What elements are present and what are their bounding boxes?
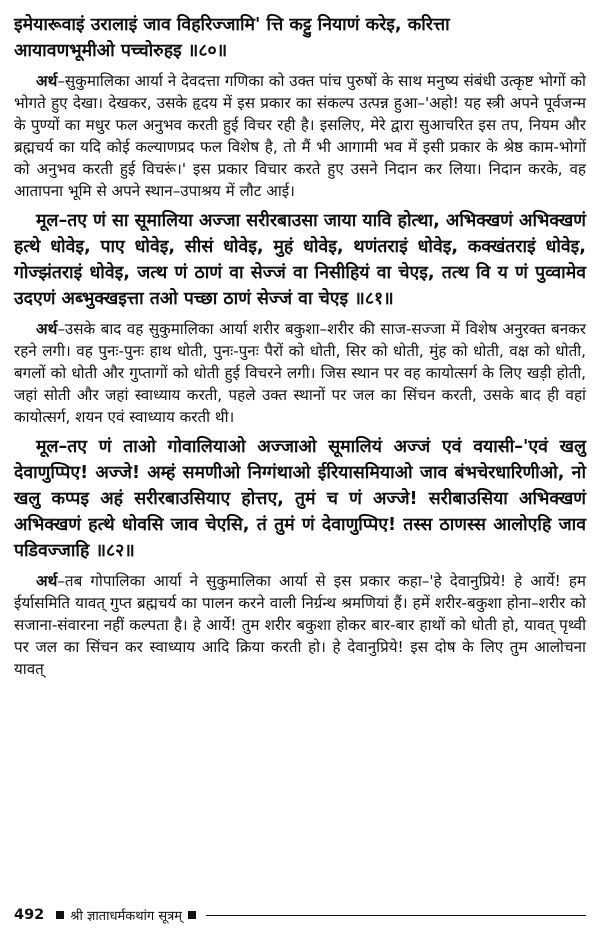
- page-footer: [14, 906, 586, 924]
- mool-label: मूल: [36, 211, 59, 231]
- mool-continuation-line-1: इमेयारूवाइं उरालाइं जाव विहरिज्जामि' त्ति कट्टु नियाणं करेइ, करित्ता: [14, 15, 450, 35]
- book-title: श्री ज्ञाताधर्मकथांग सूत्रम्: [70, 909, 183, 924]
- mool-81-text: –तए णं सा सूमालिया अज्जा सरीरबाउसा जाया यावि होत्था, अभिक्खणं अभिक्खणं हत्थे धोवेइ, पाए धोवेइ, सीसं धोवेइ, मुहं धोवेइ, थणंतराइं धोवेइ, कक्खंतराइं धोवेइ, गोज्झंतराइं धोवेइ, जत्थ णं ठाणं वा सेज्जं वा निसीहियं वा चेएइ, तत्थ वि य णं पुव्वामेव उदएणं अब्भुक्खइत्ता तओ पच्छा ठाणं सेज्जं वा चेएइ ॥८१॥: [14, 211, 586, 309]
- square-bullet-icon: [56, 911, 64, 919]
- arth-label: अर्थ: [36, 72, 58, 90]
- mool-82: [14, 434, 586, 564]
- arth-81-text: –उसके बाद वह सुकुमालिका आर्या शरीर बकुशा–शरीर की साज-सज्जा में विशेष अनुरक्त बनकर रहने लगी। वह पुनः-पुनः हाथ धोती, पुनः-पुनः पैरों को धोती, सिर को धोती, मुंह को धोती, वक्ष को धोती, बगलों को धोती और गुप्तागों को धोती हुई विचरने लगी। जिस स्थान पर वह कायोत्सर्ग के लिए खड़ी होती, जहां सोती और जहां स्वाध्याय करती, पहले उक्त स्थानों पर जल का सिंचन करती, उसके बाद ही वहां कायोत्सर्ग, शयन एवं स्वाध्याय करती थी।: [14, 320, 586, 426]
- arth-label: अर्थ: [36, 320, 58, 338]
- mool-label: मूल: [36, 437, 59, 457]
- page-number: 492: [14, 907, 45, 923]
- arth-81: [14, 318, 586, 428]
- mool-82-text: –तए णं ताओ गोवालियाओ अज्जाओ सूमालियं अज्जं एवं वयासी–'एवं खलु देवाणुप्पिए! अज्जे! अम्हं समणीओ निग्गंथाओ ईरियासमियाओ जाव बंभचेरधारिणीओ, नो खलु कप्पइ अहं सरीरबाउसियाए होत्तए, तुमं च णं अज्जे! सरीबाउसिया अभिक्खणं अभिक्खणं हत्थे धोवसि जाव चेएसि, तं तुमं णं देवाणुप्पिए! तस्स ठाणस्स आलोएहि जाव पडिवज्जाहि ॥८२॥: [14, 437, 586, 561]
- mool-continuation: [14, 12, 586, 64]
- mool-81: [14, 208, 586, 312]
- square-bullet-icon: [188, 911, 196, 919]
- arth-82: [14, 570, 586, 680]
- arth-label: अर्थ: [36, 572, 58, 590]
- arth-80-text: –सुकुमालिका आर्या ने देवदत्ता गणिका को उक्त पांच पुरुषों के साथ मनुष्य संबंधी उत्कृष्ट भोगों को भोगते हुए देखा। देखकर, उसके हृदय में इस प्रकार का संकल्प उत्पन्न हुआ–'अहो! यह स्त्री अपने पूर्वजन्म के पुण्यों का मधुर फल अनुभव करती हुई विचर रही है। इसलिए, मेरे द्वारा सुआचरित इस तप, नियम और ब्रह्मचर्य का यदि कोई कल्याणप्रद फल विशेष है, तो मैं भी आगामी भव में इसी प्रकार के श्रेष्ठ काम-भोगों को अनुभव करती हुई विचरूं।' इस प्रकार विचार करते हुए उसने निदान कर लिया। निदान करके, वह आतापना भूमि से अपने स्थान–उपाश्रय में लौट आई।: [14, 72, 586, 200]
- arth-80: [14, 70, 586, 202]
- arth-82-text: –तब गोपालिका आर्या ने सुकुमालिका आर्या से इस प्रकार कहा–'हे देवानुप्रिये! हे आर्ये! हम ईर्यासमिति यावत् गुप्त ब्रह्मचर्य का पालन करने वाली निर्ग्रन्थ श्रमणियां हैं। हमें शरीर-बकुशा होना–शरीर को सजाना-संवारना नहीं कल्पता है। हे आर्ये! तुम शरीर बकुशा होकर बार-बार हाथों को धोती हो, यावत् पृथ्वी पर जल का सिंचन कर स्वाध्याय आदि क्रिया करती हो। हे देवानुप्रिये! इस दोष के लिए तुम आलोचना यावत्: [14, 572, 586, 678]
- footer-rule: [206, 915, 586, 916]
- mool-continuation-line-2: आयावणभूमीओ पच्चोरुहइ ॥८०॥: [14, 41, 228, 61]
